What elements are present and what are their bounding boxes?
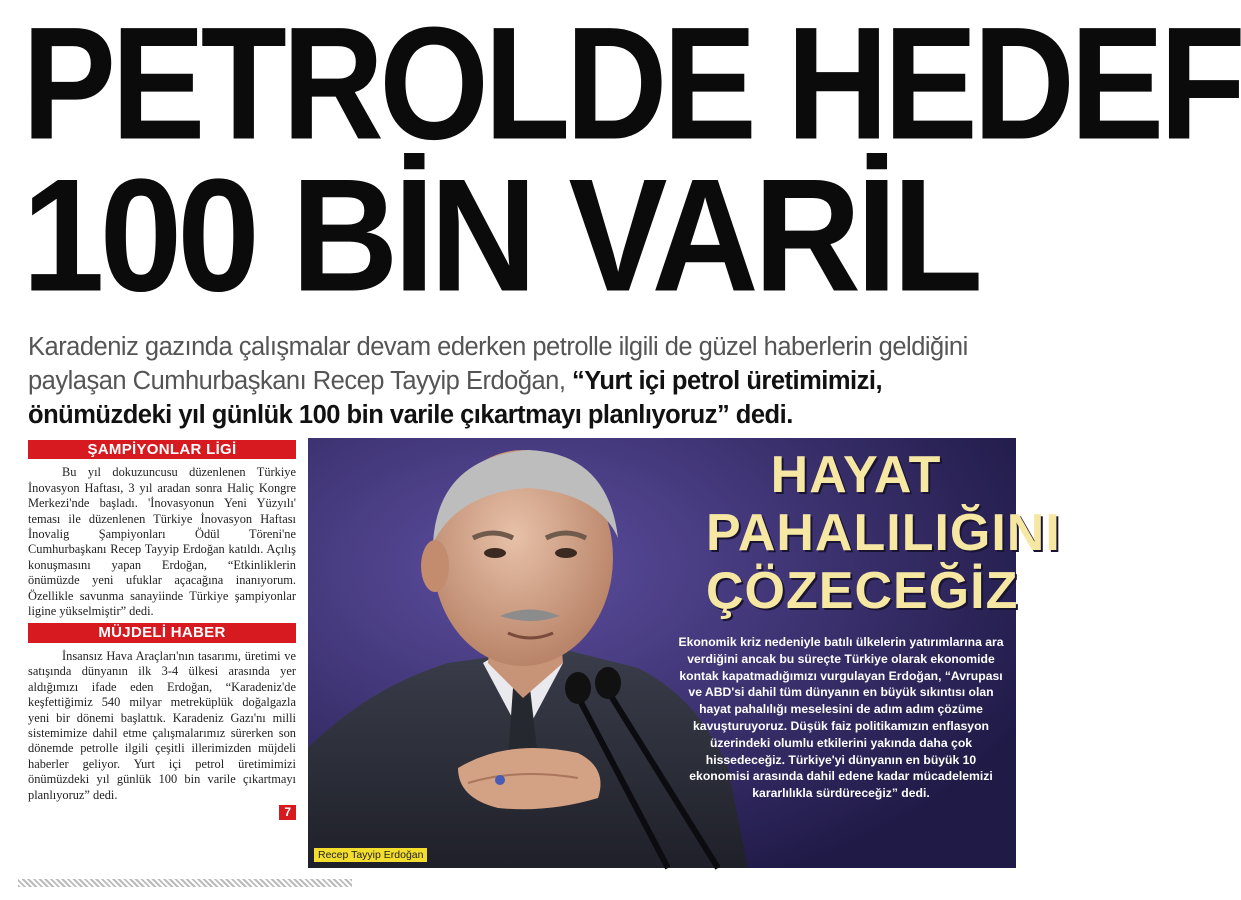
left-column [28, 440, 296, 820]
section-label-champions: ŞAMPİYONLAR LİGİ [28, 440, 296, 459]
headline-line-2: 100 BİN VARİL [22, 144, 979, 325]
page-number: 7 [279, 805, 296, 820]
photo-caption: Recep Tayyip Erdoğan [314, 848, 427, 862]
hatch-divider [18, 879, 352, 887]
headline-line-1: PETROLDE HEDEF [22, 0, 1241, 173]
deck-quote: “Yurt içi petrol üretimimizi, önümüzdeki yıl günlük 100 bin varile çıkartmayı planlıyoruz” dedi. [28, 367, 883, 429]
deck [28, 330, 1018, 432]
promo-title-line-2: PAHALILIĞINI [706, 504, 1061, 562]
headline [22, 0, 1241, 325]
section-text-champions: Bu yıl dokuzuncusu düzenlenen Türkiye İnovasyon Haftası, 3 yıl aradan sonra Haliç Kongre Merkezi'nde başladı. 'İnovasyonun Yeni Yüzyılı' teması ile düzenlenen Türkiye İnovasyon Haftası İnovalig Şampiyonları Ödül Töreni'ne Cumhurbaşkanı Recep Tayyip Erdoğan katıldı. Açılış konuşmasını yapan Erdoğan, “Etkinliklerin önümüzde yeni ufuklar açacağına inanıyorum. Özellikle savunma sanayiinde Türkiye şampiyonlar ligine yükselmiştir” dedi. [28, 465, 296, 619]
deck-lead: Karadeniz gazında çalışmalar devam ederken petrolle ilgili de güzel haberlerin geldiğini paylaşan Cumhurbaşkanı Recep Tayyip Erdoğan, [28, 333, 968, 395]
promo-body: Ekonomik kriz nedeniyle batılı ülkelerin yatırımlarına ara verdiğini ancak bu süreçte Türkiye olarak ekonomide kontak kapatmadığımızı vurgulayan Erdoğan, “Avrupası ve ABD'si dahil tüm dünyanın en büyük sıkıntısı olan hayat pahalılığı meselesini de adım adım çözüme kavuşturuyoruz. Düşük faiz politikamızın enflasyon üzerindeki olumlu etkilerini yakında daha çok hissedeceğiz. Türkiye'yi dünyanın en büyük 10 ekonomisi arasında dahil edene kadar mücadelemizi kararlılıkla sürdüreceğiz” dedi. [678, 635, 1004, 801]
promo-title [706, 446, 1061, 620]
promo-title-line-3: ÇÖZECEĞİZ [706, 562, 1019, 620]
section-text-good-news: İnsansız Hava Araçları'nın tasarımı, üretimi ve satışında dünyanın ilk 3-4 ülkesi arasında yer aldığımızı ifade eden Erdoğan, “Karadeniz'de keşfettiğimiz 540 milyar metreküplük doğalgazla yeni bir dönemi başlattık. Karadeniz Gazı'nı milli sistemimize dahil etme çalışmalarımız sürerken son dönemde petrolle ilgili çeşitli illerimizden müjdeli haberler geliyor. Yurt içi petrol üretimimizi önümüzdeki yıl günlük 100 bin varile çıkartmayı planlıyoruz” dedi. [28, 648, 296, 802]
promo-title-line-1: HAYAT [770, 446, 942, 504]
photo-panel [308, 438, 1061, 868]
section-label-good-news: MÜJDELİ HABER [28, 623, 296, 642]
